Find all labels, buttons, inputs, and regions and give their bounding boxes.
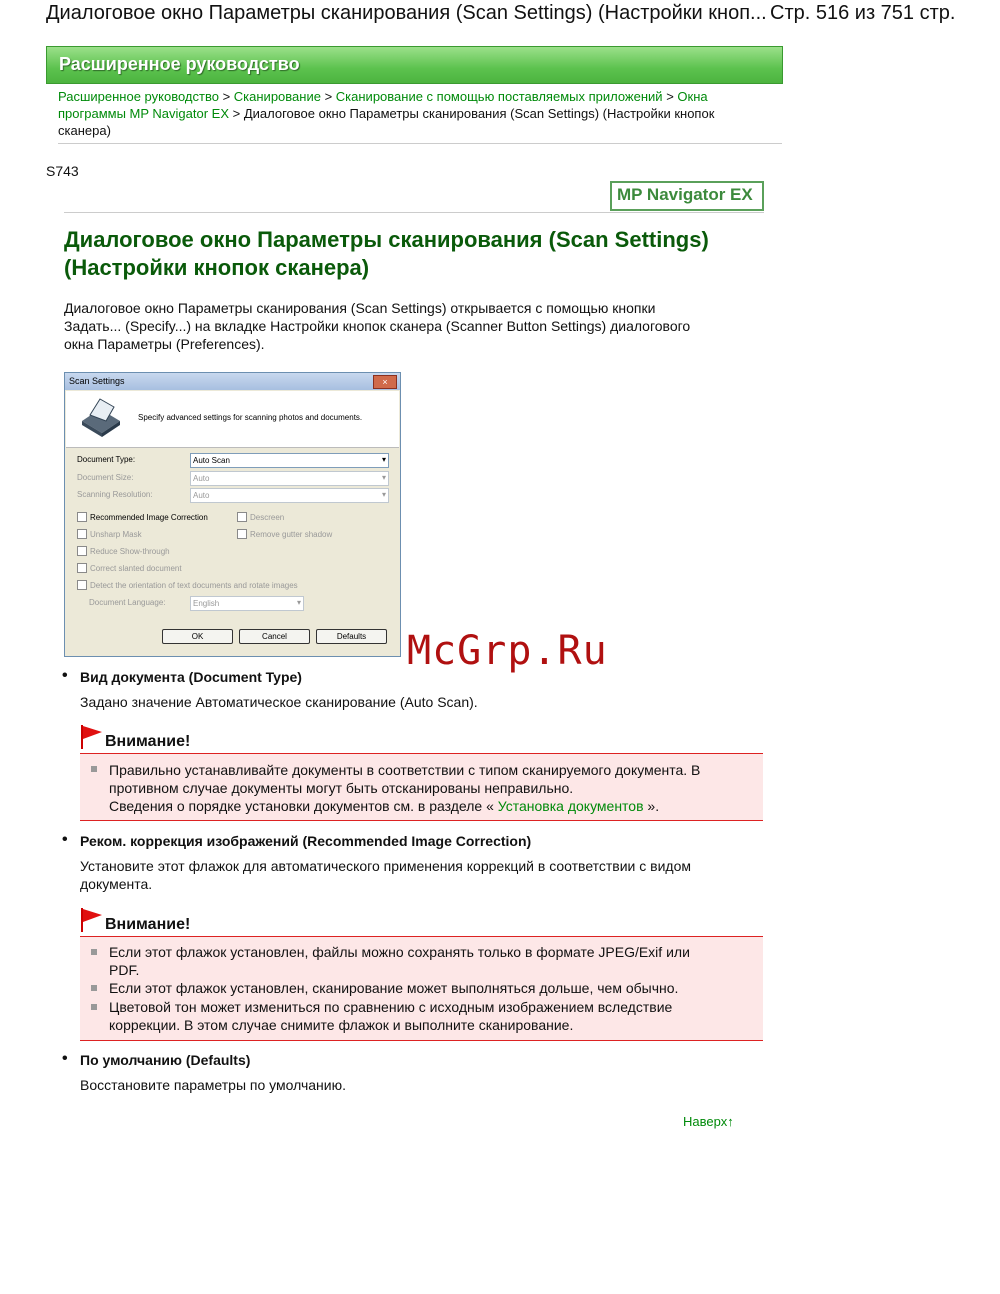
section-line: Установите этот флажок для автоматического применения коррекций в соответствии с видом — [80, 858, 691, 874]
chevron-down-icon: ▾ — [381, 455, 386, 464]
resolution-select[interactable] — [190, 488, 389, 503]
doc-type-select[interactable] — [190, 453, 389, 468]
remove-gutter-checkbox[interactable] — [237, 529, 332, 539]
warning-line: PDF. — [109, 962, 140, 978]
warning-line: противном случае документы могут быть отсканированы неправильно. — [109, 780, 574, 796]
intro-line: Диалоговое окно Параметры сканирования (Scan Settings) открывается с помощью кнопки — [64, 300, 656, 316]
warning-text: Сведения о порядке установки документов см. в разделе « — [109, 798, 494, 814]
checkbox-label: Reduce Show-through — [90, 546, 170, 556]
intro-paragraph — [64, 299, 754, 353]
breadcrumb-link-windows-cont[interactable]: программы MP Navigator EX — [58, 106, 229, 121]
dialog-description: Specify advanced settings for scanning photos and documents. — [138, 413, 363, 422]
resolution-label: Scanning Resolution: — [77, 490, 153, 499]
page-title-line: (Настройки кнопок сканера) — [64, 255, 370, 280]
doc-size-label: Document Size: — [77, 473, 134, 482]
page-title — [64, 226, 774, 282]
section-text — [80, 857, 760, 893]
recommended-correction-checkbox[interactable] — [77, 512, 208, 522]
breadcrumb-link-apps[interactable]: Сканирование с помощью поставляемых приложений — [335, 89, 663, 104]
checkbox-label: Detect the orientation of text documents and rotate images — [90, 580, 298, 590]
warning-flag-icon — [80, 908, 102, 932]
language-label: Document Language: — [89, 598, 166, 607]
bullet-square-icon — [91, 1004, 97, 1010]
load-documents-link[interactable]: Установка документов — [497, 798, 644, 814]
doc-type-label: Document Type: — [77, 455, 136, 464]
breadcrumb-current-cont: сканера) — [58, 123, 111, 138]
section-line: документа. — [80, 876, 153, 892]
intro-line: Задать... (Specify...) на вкладке Настройки кнопок сканера (Scanner Button Settings) диалогового — [64, 318, 691, 334]
product-label: MP Navigator EX — [617, 185, 753, 204]
unsharp-mask-checkbox[interactable] — [77, 529, 142, 539]
warning-item — [109, 943, 749, 979]
warning-flag-icon — [80, 725, 102, 749]
page-counter: Стр. 516 из 751 стр. — [770, 2, 956, 24]
guide-banner — [46, 46, 783, 84]
warning-line: Цветовой тон может измениться по сравнению с исходным изображением вследствие — [109, 999, 673, 1015]
breadcrumb-separator: > — [666, 89, 674, 104]
chevron-down-icon: ▾ — [296, 598, 301, 607]
document-header-title: Диалоговое окно Параметры сканирования (Scan Settings) (Настройки кноп... — [46, 2, 767, 24]
breadcrumb-current: Диалоговое окно Параметры сканирования (Scan Settings) (Настройки кнопок — [243, 106, 715, 121]
detect-orientation-checkbox[interactable] — [77, 580, 298, 590]
back-to-top-link[interactable]: Наверх↑ — [683, 1114, 734, 1129]
breadcrumb-link-guide[interactable]: Расширенное руководство — [58, 89, 219, 104]
checkbox-label: Correct slanted document — [90, 563, 182, 573]
page-title-line: Диалоговое окно Параметры сканирования (Scan Settings) — [64, 227, 709, 252]
dialog-title: Scan Settings — [69, 376, 125, 386]
chevron-down-icon: ▾ — [381, 490, 386, 499]
dialog-titlebar — [65, 373, 400, 390]
warning-item — [109, 998, 749, 1034]
breadcrumb-separator: > — [222, 89, 231, 104]
breadcrumb-separator: > — [324, 89, 333, 104]
section-heading: • Реком. коррекция изображений (Recommended Image Correction) — [80, 833, 531, 849]
warning-heading: Внимание! — [105, 733, 191, 750]
language-value: English — [193, 599, 220, 608]
divider — [58, 143, 782, 144]
bullet-square-icon — [91, 949, 97, 955]
doc-size-value: Auto — [193, 474, 210, 483]
watermark: McGrp.Ru — [407, 628, 608, 674]
dialog-header — [66, 391, 399, 448]
bullet-square-icon — [91, 766, 97, 772]
language-select[interactable] — [190, 596, 304, 611]
ok-button[interactable]: OK — [162, 629, 233, 644]
product-logo — [610, 181, 764, 211]
doc-type-value: Auto Scan — [193, 456, 230, 465]
warning-line: коррекции. В этом случае снимите флажок и выполните сканирование. — [109, 1017, 574, 1033]
defaults-button[interactable]: Defaults — [316, 629, 387, 644]
scan-settings-dialog — [64, 372, 401, 657]
checkbox-label: Unsharp Mask — [90, 529, 142, 539]
warning-heading: Внимание! — [105, 916, 191, 933]
warning-item: Если этот флажок установлен, сканирование может выполняться дольше, чем обычно. — [109, 980, 679, 996]
breadcrumb-link-scanning[interactable]: Сканирование — [233, 89, 321, 104]
reduce-showthrough-checkbox[interactable] — [77, 546, 170, 556]
warning-line: Правильно устанавливайте документы в соответствии с типом сканируемого документа. В — [109, 762, 701, 778]
warning-text: ». — [647, 798, 660, 814]
close-icon[interactable]: × — [373, 375, 397, 389]
warning-item — [109, 761, 749, 815]
correct-slanted-checkbox[interactable] — [77, 563, 182, 573]
warning-box — [80, 936, 763, 1041]
cancel-button[interactable]: Cancel — [239, 629, 310, 644]
scanner-icon — [80, 397, 122, 437]
banner-label: Расширенное руководство — [59, 54, 300, 74]
resolution-value: Auto — [193, 491, 210, 500]
warning-line: Если этот флажок установлен, файлы можно сохранять только в формате JPEG/Exif или — [109, 944, 690, 960]
intro-line: окна Параметры (Preferences). — [64, 336, 265, 352]
checkbox-label: Recommended Image Correction — [90, 512, 208, 522]
chevron-down-icon: ▾ — [381, 473, 386, 482]
section-text: Восстановите параметры по умолчанию. — [80, 1077, 346, 1093]
bullet-square-icon — [91, 985, 97, 991]
breadcrumb-separator: > — [232, 106, 241, 121]
checkbox-label: Descreen — [250, 512, 285, 522]
section-heading: • Вид документа (Document Type) — [80, 669, 302, 685]
checkbox-label: Remove gutter shadow — [250, 529, 333, 539]
doc-code: S743 — [46, 163, 79, 179]
divider — [64, 212, 764, 213]
warning-line — [109, 797, 749, 815]
section-heading: • По умолчанию (Defaults) — [80, 1052, 250, 1068]
section-text: Задано значение Автоматическое сканирование (Auto Scan). — [80, 694, 478, 710]
doc-size-select[interactable] — [190, 471, 389, 486]
warning-box — [80, 753, 763, 821]
breadcrumb — [58, 88, 748, 139]
breadcrumb-link-windows[interactable]: Окна — [677, 89, 708, 104]
descreen-checkbox[interactable] — [237, 512, 284, 522]
